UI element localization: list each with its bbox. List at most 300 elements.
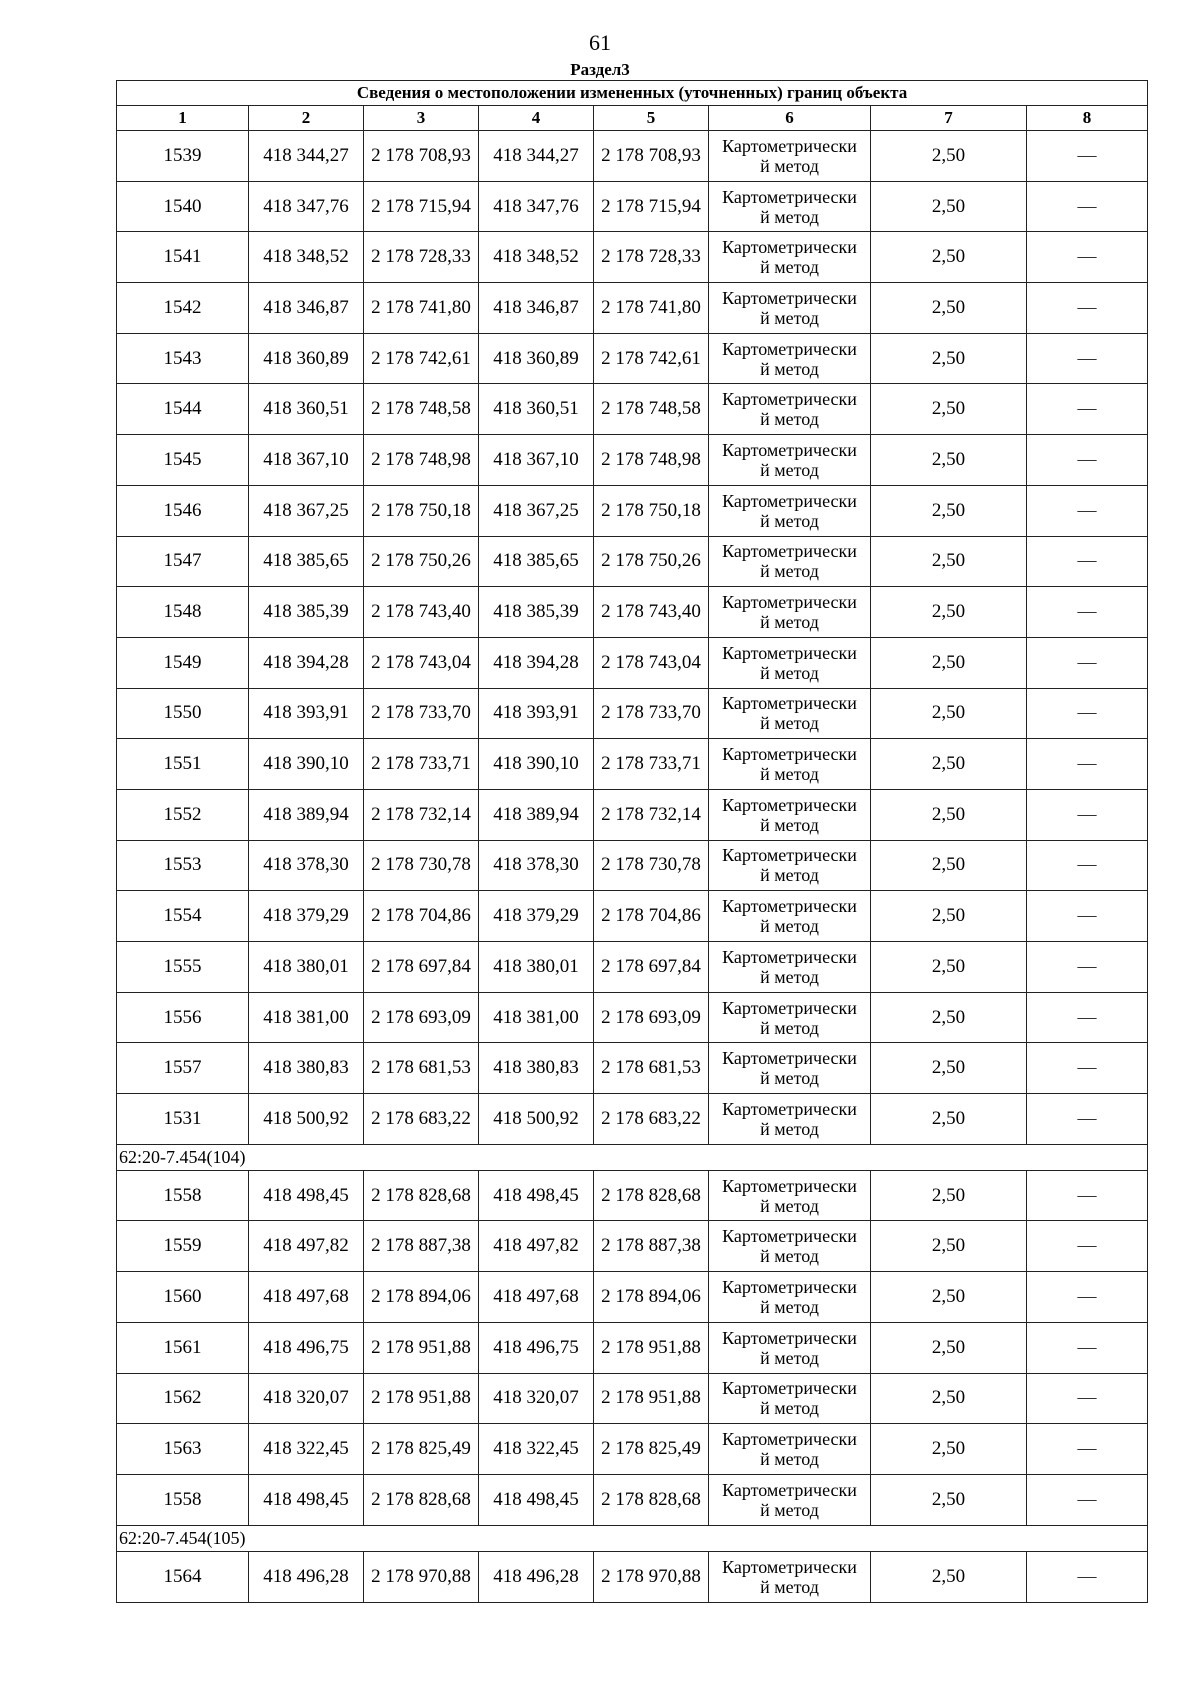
group-row <box>117 1525 1148 1551</box>
method-cell <box>709 688 871 739</box>
method-text-line1: Картометрически <box>722 896 857 917</box>
table-row <box>117 739 1148 790</box>
y-new-cell: 2 178 828,68 <box>594 1474 709 1525</box>
point-number-cell: 1543 <box>117 333 249 384</box>
method-text-line2: й метод <box>760 1576 819 1597</box>
x-old-cell: 418 496,75 <box>249 1322 364 1373</box>
y-new-cell: 2 178 715,94 <box>594 181 709 232</box>
point-number-cell: 1547 <box>117 536 249 587</box>
method-cell <box>709 384 871 435</box>
x-new-cell: 418 496,28 <box>479 1551 594 1602</box>
point-number-cell: 1544 <box>117 384 249 435</box>
description-cell: — <box>1027 1551 1148 1602</box>
method-text-line1: Картометрически <box>722 338 857 359</box>
point-number-cell: 1541 <box>117 232 249 283</box>
x-old-cell: 418 344,27 <box>249 131 364 182</box>
y-new-cell: 2 178 681,53 <box>594 1043 709 1094</box>
precision-cell: 2,50 <box>871 283 1027 334</box>
method-text-line1: Картометрически <box>722 1429 857 1450</box>
column-number: 8 <box>1027 106 1148 131</box>
description-cell: — <box>1027 587 1148 638</box>
point-number-cell: 1539 <box>117 131 249 182</box>
method-cell <box>709 1272 871 1323</box>
precision-cell: 2,50 <box>871 333 1027 384</box>
x-old-cell: 418 380,83 <box>249 1043 364 1094</box>
y-old-cell: 2 178 743,40 <box>364 587 479 638</box>
point-number-cell: 1564 <box>117 1551 249 1602</box>
description-cell: — <box>1027 1424 1148 1475</box>
y-new-cell: 2 178 741,80 <box>594 283 709 334</box>
x-new-cell: 418 389,94 <box>479 789 594 840</box>
x-old-cell: 418 393,91 <box>249 688 364 739</box>
point-number-cell: 1553 <box>117 840 249 891</box>
description-cell: — <box>1027 1221 1148 1272</box>
method-text-line2: й метод <box>760 409 819 430</box>
description-cell: — <box>1027 942 1148 993</box>
x-new-cell: 418 385,65 <box>479 536 594 587</box>
point-number-cell: 1542 <box>117 283 249 334</box>
x-new-cell: 418 500,92 <box>479 1094 594 1145</box>
precision-cell: 2,50 <box>871 435 1027 486</box>
x-old-cell: 418 390,10 <box>249 739 364 790</box>
group-label: 62:20-7.454(104) <box>117 1144 1148 1170</box>
method-text-line2: й метод <box>760 358 819 379</box>
method-text-line2: й метод <box>760 764 819 785</box>
precision-cell: 2,50 <box>871 384 1027 435</box>
x-new-cell: 418 381,00 <box>479 992 594 1043</box>
point-number-cell: 1558 <box>117 1474 249 1525</box>
point-number-cell: 1540 <box>117 181 249 232</box>
y-old-cell: 2 178 715,94 <box>364 181 479 232</box>
y-new-cell: 2 178 750,18 <box>594 485 709 536</box>
x-old-cell: 418 385,65 <box>249 536 364 587</box>
method-text-line2: й метод <box>760 1118 819 1139</box>
y-old-cell: 2 178 828,68 <box>364 1474 479 1525</box>
method-cell <box>709 536 871 587</box>
y-new-cell: 2 178 750,26 <box>594 536 709 587</box>
column-number: 5 <box>594 106 709 131</box>
y-new-cell: 2 178 828,68 <box>594 1170 709 1221</box>
table-row <box>117 1094 1148 1145</box>
point-number-cell: 1562 <box>117 1373 249 1424</box>
y-old-cell: 2 178 683,22 <box>364 1094 479 1145</box>
precision-cell: 2,50 <box>871 131 1027 182</box>
y-new-cell: 2 178 825,49 <box>594 1424 709 1475</box>
precision-cell: 2,50 <box>871 1322 1027 1373</box>
table-row <box>117 333 1148 384</box>
precision-cell: 2,50 <box>871 1551 1027 1602</box>
method-cell <box>709 992 871 1043</box>
y-new-cell: 2 178 732,14 <box>594 789 709 840</box>
x-new-cell: 418 497,82 <box>479 1221 594 1272</box>
x-new-cell: 418 380,83 <box>479 1043 594 1094</box>
method-cell <box>709 1170 871 1221</box>
y-old-cell: 2 178 732,14 <box>364 789 479 840</box>
precision-cell: 2,50 <box>871 891 1027 942</box>
method-text-line2: й метод <box>760 814 819 835</box>
method-text-line1: Картометрически <box>722 592 857 613</box>
point-number-cell: 1559 <box>117 1221 249 1272</box>
method-cell <box>709 1424 871 1475</box>
x-old-cell: 418 497,82 <box>249 1221 364 1272</box>
description-cell: — <box>1027 384 1148 435</box>
table-row <box>117 1221 1148 1272</box>
point-number-cell: 1557 <box>117 1043 249 1094</box>
x-new-cell: 418 393,91 <box>479 688 594 739</box>
x-new-cell: 418 322,45 <box>479 1424 594 1475</box>
table-row <box>117 485 1148 536</box>
point-number-cell: 1560 <box>117 1272 249 1323</box>
method-text-line2: й метод <box>760 459 819 480</box>
method-text-line2: й метод <box>760 1017 819 1038</box>
table-row <box>117 891 1148 942</box>
method-text-line2: й метод <box>760 155 819 176</box>
method-cell <box>709 232 871 283</box>
description-cell: — <box>1027 435 1148 486</box>
description-cell: — <box>1027 283 1148 334</box>
column-number: 6 <box>709 106 871 131</box>
description-cell: — <box>1027 637 1148 688</box>
column-number: 1 <box>117 106 249 131</box>
column-number: 4 <box>479 106 594 131</box>
precision-cell: 2,50 <box>871 637 1027 688</box>
y-new-cell: 2 178 683,22 <box>594 1094 709 1145</box>
point-number-cell: 1563 <box>117 1424 249 1475</box>
table-row <box>117 1373 1148 1424</box>
method-cell <box>709 840 871 891</box>
method-text-line1: Картометрически <box>722 1276 857 1297</box>
method-cell <box>709 739 871 790</box>
x-old-cell: 418 367,25 <box>249 485 364 536</box>
table-row <box>117 536 1148 587</box>
table-row <box>117 1043 1148 1094</box>
method-cell <box>709 1043 871 1094</box>
x-old-cell: 418 497,68 <box>249 1272 364 1323</box>
method-text-line1: Картометрически <box>722 1378 857 1399</box>
method-text-line1: Картометрически <box>722 997 857 1018</box>
point-number-cell: 1546 <box>117 485 249 536</box>
precision-cell: 2,50 <box>871 1474 1027 1525</box>
table-row <box>117 1551 1148 1602</box>
y-new-cell: 2 178 887,38 <box>594 1221 709 1272</box>
y-old-cell: 2 178 887,38 <box>364 1221 479 1272</box>
point-number-cell: 1549 <box>117 637 249 688</box>
y-old-cell: 2 178 733,71 <box>364 739 479 790</box>
precision-cell: 2,50 <box>871 840 1027 891</box>
description-cell: — <box>1027 1322 1148 1373</box>
y-new-cell: 2 178 697,84 <box>594 942 709 993</box>
table-row <box>117 435 1148 486</box>
method-text-line1: Картометрически <box>722 794 857 815</box>
group-row <box>117 1144 1148 1170</box>
method-text-line1: Картометрически <box>722 135 857 156</box>
x-new-cell: 418 498,45 <box>479 1474 594 1525</box>
method-text-line2: й метод <box>760 510 819 531</box>
method-cell <box>709 637 871 688</box>
method-cell <box>709 131 871 182</box>
method-text-line2: й метод <box>760 966 819 987</box>
y-old-cell: 2 178 704,86 <box>364 891 479 942</box>
table-row <box>117 283 1148 334</box>
method-text-line1: Картометрически <box>722 845 857 866</box>
y-old-cell: 2 178 951,88 <box>364 1322 479 1373</box>
method-cell <box>709 789 871 840</box>
precision-cell: 2,50 <box>871 688 1027 739</box>
precision-cell: 2,50 <box>871 739 1027 790</box>
x-new-cell: 418 346,87 <box>479 283 594 334</box>
description-cell: — <box>1027 1170 1148 1221</box>
point-number-cell: 1550 <box>117 688 249 739</box>
method-cell <box>709 891 871 942</box>
x-old-cell: 418 379,29 <box>249 891 364 942</box>
x-new-cell: 418 496,75 <box>479 1322 594 1373</box>
method-text-line1: Картометрически <box>722 287 857 308</box>
method-text-line1: Картометрически <box>722 186 857 207</box>
x-old-cell: 418 320,07 <box>249 1373 364 1424</box>
method-cell <box>709 283 871 334</box>
method-text-line1: Картометрически <box>722 389 857 410</box>
method-text-line2: й метод <box>760 1246 819 1267</box>
method-text-line2: й метод <box>760 1398 819 1419</box>
point-number-cell: 1554 <box>117 891 249 942</box>
y-new-cell: 2 178 693,09 <box>594 992 709 1043</box>
y-old-cell: 2 178 970,88 <box>364 1551 479 1602</box>
y-new-cell: 2 178 743,40 <box>594 587 709 638</box>
x-old-cell: 418 378,30 <box>249 840 364 891</box>
precision-cell: 2,50 <box>871 942 1027 993</box>
x-new-cell: 418 367,25 <box>479 485 594 536</box>
x-old-cell: 418 394,28 <box>249 637 364 688</box>
table-row <box>117 789 1148 840</box>
x-old-cell: 418 347,76 <box>249 181 364 232</box>
y-old-cell: 2 178 693,09 <box>364 992 479 1043</box>
point-number-cell: 1545 <box>117 435 249 486</box>
x-new-cell: 418 380,01 <box>479 942 594 993</box>
description-cell: — <box>1027 181 1148 232</box>
method-cell <box>709 181 871 232</box>
description-cell: — <box>1027 840 1148 891</box>
x-old-cell: 418 498,45 <box>249 1474 364 1525</box>
page-number: 61 <box>589 30 611 55</box>
x-new-cell: 418 394,28 <box>479 637 594 688</box>
x-old-cell: 418 381,00 <box>249 992 364 1043</box>
point-number-cell: 1548 <box>117 587 249 638</box>
description-cell: — <box>1027 1043 1148 1094</box>
precision-cell: 2,50 <box>871 992 1027 1043</box>
column-number: 7 <box>871 106 1027 131</box>
x-new-cell: 418 498,45 <box>479 1170 594 1221</box>
x-new-cell: 418 385,39 <box>479 587 594 638</box>
y-new-cell: 2 178 708,93 <box>594 131 709 182</box>
point-number-cell: 1551 <box>117 739 249 790</box>
table-row <box>117 131 1148 182</box>
x-old-cell: 418 496,28 <box>249 1551 364 1602</box>
method-text-line2: й метод <box>760 1347 819 1368</box>
method-text-line2: й метод <box>760 713 819 734</box>
y-old-cell: 2 178 741,80 <box>364 283 479 334</box>
y-old-cell: 2 178 743,04 <box>364 637 479 688</box>
description-cell: — <box>1027 1094 1148 1145</box>
precision-cell: 2,50 <box>871 1373 1027 1424</box>
point-number-cell: 1561 <box>117 1322 249 1373</box>
table-row <box>117 1272 1148 1323</box>
y-new-cell: 2 178 733,70 <box>594 688 709 739</box>
column-number-row <box>117 106 1148 131</box>
x-old-cell: 418 389,94 <box>249 789 364 840</box>
method-text-line1: Картометрически <box>722 744 857 765</box>
table-row <box>117 232 1148 283</box>
method-text-line2: й метод <box>760 1068 819 1089</box>
precision-cell: 2,50 <box>871 1043 1027 1094</box>
y-old-cell: 2 178 750,26 <box>364 536 479 587</box>
precision-cell: 2,50 <box>871 1272 1027 1323</box>
method-text-line1: Картометрически <box>722 1327 857 1348</box>
x-new-cell: 418 360,51 <box>479 384 594 435</box>
table-row <box>117 688 1148 739</box>
y-old-cell: 2 178 728,33 <box>364 232 479 283</box>
y-old-cell: 2 178 825,49 <box>364 1424 479 1475</box>
x-new-cell: 418 360,89 <box>479 333 594 384</box>
point-number-cell: 1556 <box>117 992 249 1043</box>
y-old-cell: 2 178 730,78 <box>364 840 479 891</box>
y-new-cell: 2 178 894,06 <box>594 1272 709 1323</box>
method-cell <box>709 1474 871 1525</box>
method-cell <box>709 485 871 536</box>
section-label: Раздел3 <box>570 60 630 79</box>
y-old-cell: 2 178 951,88 <box>364 1373 479 1424</box>
y-old-cell: 2 178 750,18 <box>364 485 479 536</box>
x-new-cell: 418 320,07 <box>479 1373 594 1424</box>
y-new-cell: 2 178 970,88 <box>594 1551 709 1602</box>
method-text-line1: Картометрически <box>722 237 857 258</box>
y-old-cell: 2 178 681,53 <box>364 1043 479 1094</box>
method-text-line2: й метод <box>760 865 819 886</box>
description-cell: — <box>1027 1474 1148 1525</box>
table-row <box>117 587 1148 638</box>
method-text-line2: й метод <box>760 1499 819 1520</box>
description-cell: — <box>1027 485 1148 536</box>
method-text-line1: Картометрически <box>722 1226 857 1247</box>
y-new-cell: 2 178 704,86 <box>594 891 709 942</box>
table-row <box>117 384 1148 435</box>
point-number-cell: 1558 <box>117 1170 249 1221</box>
precision-cell: 2,50 <box>871 1424 1027 1475</box>
description-cell: — <box>1027 232 1148 283</box>
x-old-cell: 418 348,52 <box>249 232 364 283</box>
table-title: Сведения о местоположении измененных (уточненных) границ объекта <box>117 81 1148 106</box>
method-cell <box>709 1551 871 1602</box>
description-cell: — <box>1027 1272 1148 1323</box>
description-cell: — <box>1027 333 1148 384</box>
precision-cell: 2,50 <box>871 587 1027 638</box>
x-new-cell: 418 497,68 <box>479 1272 594 1323</box>
method-text-line2: й метод <box>760 916 819 937</box>
x-old-cell: 418 360,89 <box>249 333 364 384</box>
method-text-line1: Картометрически <box>722 946 857 967</box>
y-new-cell: 2 178 742,61 <box>594 333 709 384</box>
table-row <box>117 181 1148 232</box>
precision-cell: 2,50 <box>871 181 1027 232</box>
y-old-cell: 2 178 748,98 <box>364 435 479 486</box>
y-old-cell: 2 178 708,93 <box>364 131 479 182</box>
point-number-cell: 1552 <box>117 789 249 840</box>
x-new-cell: 418 390,10 <box>479 739 594 790</box>
x-old-cell: 418 498,45 <box>249 1170 364 1221</box>
method-cell <box>709 435 871 486</box>
table-row <box>117 1322 1148 1373</box>
x-old-cell: 418 385,39 <box>249 587 364 638</box>
boundary-table <box>116 80 1148 1603</box>
table-row <box>117 1474 1148 1525</box>
method-text-line1: Картометрически <box>722 693 857 714</box>
precision-cell: 2,50 <box>871 1221 1027 1272</box>
method-text-line2: й метод <box>760 662 819 683</box>
x-old-cell: 418 360,51 <box>249 384 364 435</box>
method-cell <box>709 1373 871 1424</box>
y-old-cell: 2 178 697,84 <box>364 942 479 993</box>
method-text-line2: й метод <box>760 206 819 227</box>
x-new-cell: 418 344,27 <box>479 131 594 182</box>
x-old-cell: 418 322,45 <box>249 1424 364 1475</box>
x-new-cell: 418 347,76 <box>479 181 594 232</box>
method-text-line1: Картометрически <box>722 642 857 663</box>
method-text-line1: Картометрически <box>722 490 857 511</box>
precision-cell: 2,50 <box>871 1094 1027 1145</box>
y-new-cell: 2 178 728,33 <box>594 232 709 283</box>
method-text-line2: й метод <box>760 307 819 328</box>
y-new-cell: 2 178 951,88 <box>594 1322 709 1373</box>
table-row <box>117 1170 1148 1221</box>
precision-cell: 2,50 <box>871 485 1027 536</box>
column-number: 3 <box>364 106 479 131</box>
description-cell: — <box>1027 789 1148 840</box>
method-text-line2: й метод <box>760 1296 819 1317</box>
method-text-line1: Картометрически <box>722 1175 857 1196</box>
method-text-line1: Картометрически <box>722 541 857 562</box>
precision-cell: 2,50 <box>871 536 1027 587</box>
precision-cell: 2,50 <box>871 1170 1027 1221</box>
y-new-cell: 2 178 748,58 <box>594 384 709 435</box>
precision-cell: 2,50 <box>871 789 1027 840</box>
method-text-line2: й метод <box>760 561 819 582</box>
x-new-cell: 418 348,52 <box>479 232 594 283</box>
x-old-cell: 418 500,92 <box>249 1094 364 1145</box>
method-text-line1: Картометрически <box>722 1479 857 1500</box>
method-text-line1: Картометрически <box>722 1556 857 1577</box>
table-body <box>117 131 1148 1603</box>
table-row <box>117 1424 1148 1475</box>
y-new-cell: 2 178 951,88 <box>594 1373 709 1424</box>
x-new-cell: 418 378,30 <box>479 840 594 891</box>
description-cell: — <box>1027 1373 1148 1424</box>
y-new-cell: 2 178 743,04 <box>594 637 709 688</box>
method-text-line2: й метод <box>760 612 819 633</box>
table-row <box>117 637 1148 688</box>
method-text-line2: й метод <box>760 1449 819 1470</box>
column-number: 2 <box>249 106 364 131</box>
description-cell: — <box>1027 992 1148 1043</box>
y-new-cell: 2 178 730,78 <box>594 840 709 891</box>
group-label: 62:20-7.454(105) <box>117 1525 1148 1551</box>
y-old-cell: 2 178 828,68 <box>364 1170 479 1221</box>
x-new-cell: 418 379,29 <box>479 891 594 942</box>
description-cell: — <box>1027 688 1148 739</box>
point-number-cell: 1531 <box>117 1094 249 1145</box>
method-cell <box>709 1094 871 1145</box>
y-new-cell: 2 178 748,98 <box>594 435 709 486</box>
method-cell <box>709 1322 871 1373</box>
x-old-cell: 418 346,87 <box>249 283 364 334</box>
